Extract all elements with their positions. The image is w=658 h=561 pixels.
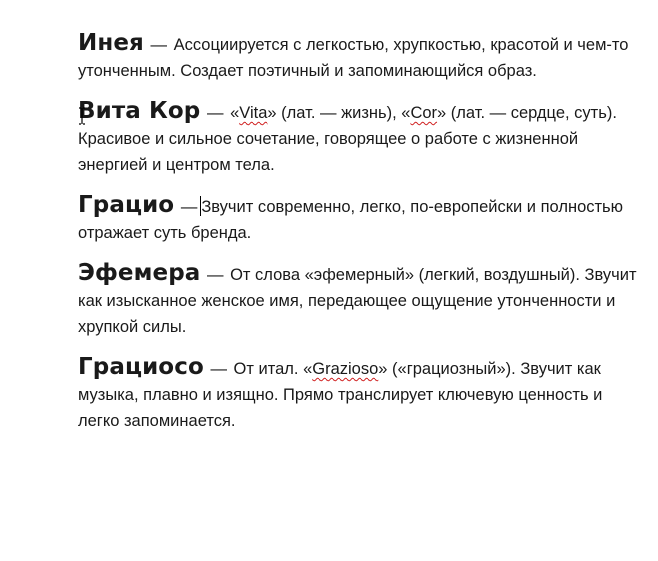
entry-name: Эфемера [78,260,201,286]
entry-description-part: » (лат. — сердце, суть). Красивое и сильное сочетание, говорящее о работе с жизненной энергией и центром тела. [78,104,617,174]
entry-efemera [78,260,638,340]
entry-vita-kor [78,98,638,178]
entry-name: Вита Кор [78,98,201,124]
entry-ineya [78,30,638,84]
entry-description-part: От итал. « [233,360,313,378]
entry-name: Инея [78,30,144,56]
entry-gratsio [78,192,638,246]
document-body[interactable] [78,30,638,448]
entry-description: Звучит современно, легко, по-европейски и полностью отражает суть бренда. [78,198,624,242]
ibeam-cursor-icon [78,107,86,125]
spellcheck-word-vita: Vita [239,104,268,122]
spellcheck-word-cor: Cor [410,104,438,122]
em-dash: — [210,360,227,378]
entry-description-part: » («грациозный»). Звучит как музыка, плавно и изящно. Прямо транслирует ключевую ценность и легко запоминается. [78,360,603,430]
entry-description-part: » (лат. — жизнь), « [267,104,411,122]
em-dash: — [150,36,168,54]
entry-description: От слова «эфемерный» (легкий, воздушный). Звучит как изысканное женское имя, передающее ощущение утонченности и хрупкой силы. [78,266,637,336]
entry-name: Грациосо [78,354,204,380]
em-dash: — [206,266,224,284]
entry-description: Ассоциируется с легкостью, хрупкостью, красотой и чем-то утонченным. Создает поэтичный и запоминающийся образ. [78,36,629,80]
em-dash: — [206,104,224,122]
em-dash: — [180,198,198,216]
spellcheck-word-grazioso: Grazioso [312,360,379,378]
entry-name: Грацио [78,192,175,218]
entry-gratsioso [78,354,638,434]
quote-open: « [230,104,240,122]
